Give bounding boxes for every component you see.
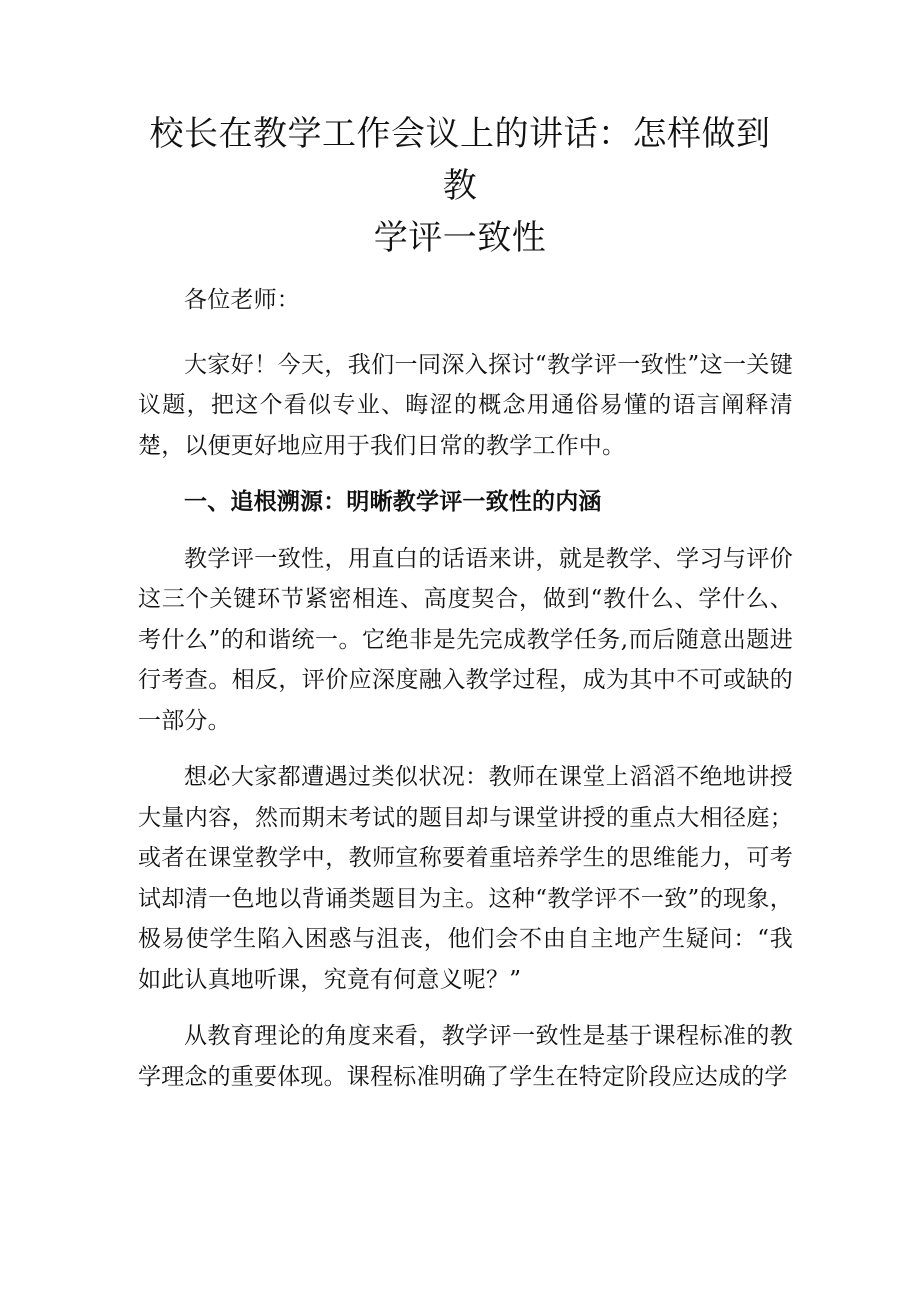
title-line-1: 校长在教学工作会议上的讲话：怎样做到教 [149,114,771,206]
paragraph-definition: 教学评一致性，用直白的话语来讲，就是教学、学习与评价这三个关键环节紧密相连、高度契合，做到“教什么、学什么、考什么”的和谐统一。它绝非是先完成教学任务,而后随意出题进行考查。相反，评价应深度融入教学过程，成为其中不可或缺的一部分。 [138,545,793,734]
document-body [138,280,793,1097]
title-line-2: 学评一致性 [373,218,547,258]
greeting: 各位老师： [184,287,300,313]
section-heading: 一、追根溯源：明晰教学评一致性的内涵 [184,489,602,515]
paragraph-examples: 想必大家都遭遇过类似状况：教师在课堂上滔滔不绝地讲授大量内容，然而期末考试的题目却与课堂讲授的重点大相径庭；或者在课堂教学中，教师宣称要着重培养学生的思维能力，可考试却清一色地以背诵类题目为主。这种“教学评不一致”的现象，极易使学生陷入困惑与沮丧，他们会不由自主地产生疑问：“我如此认真地听课，究竟有何意义呢？” [138,764,793,993]
paragraph-intro: 大家好！今天，我们一同深入探讨“教学评一致性”这一关键议题，把这个看似专业、晦涩的概念用通俗易懂的语言阐释清楚，以便更好地应用于我们日常的教学工作中。 [138,351,793,459]
paragraph-theory: 从教育理论的角度来看，教学评一致性是基于课程标准的教学理念的重要体现。课程标准明确了学生在特定阶段应达成的学 [138,1023,793,1090]
document-title [138,108,782,264]
